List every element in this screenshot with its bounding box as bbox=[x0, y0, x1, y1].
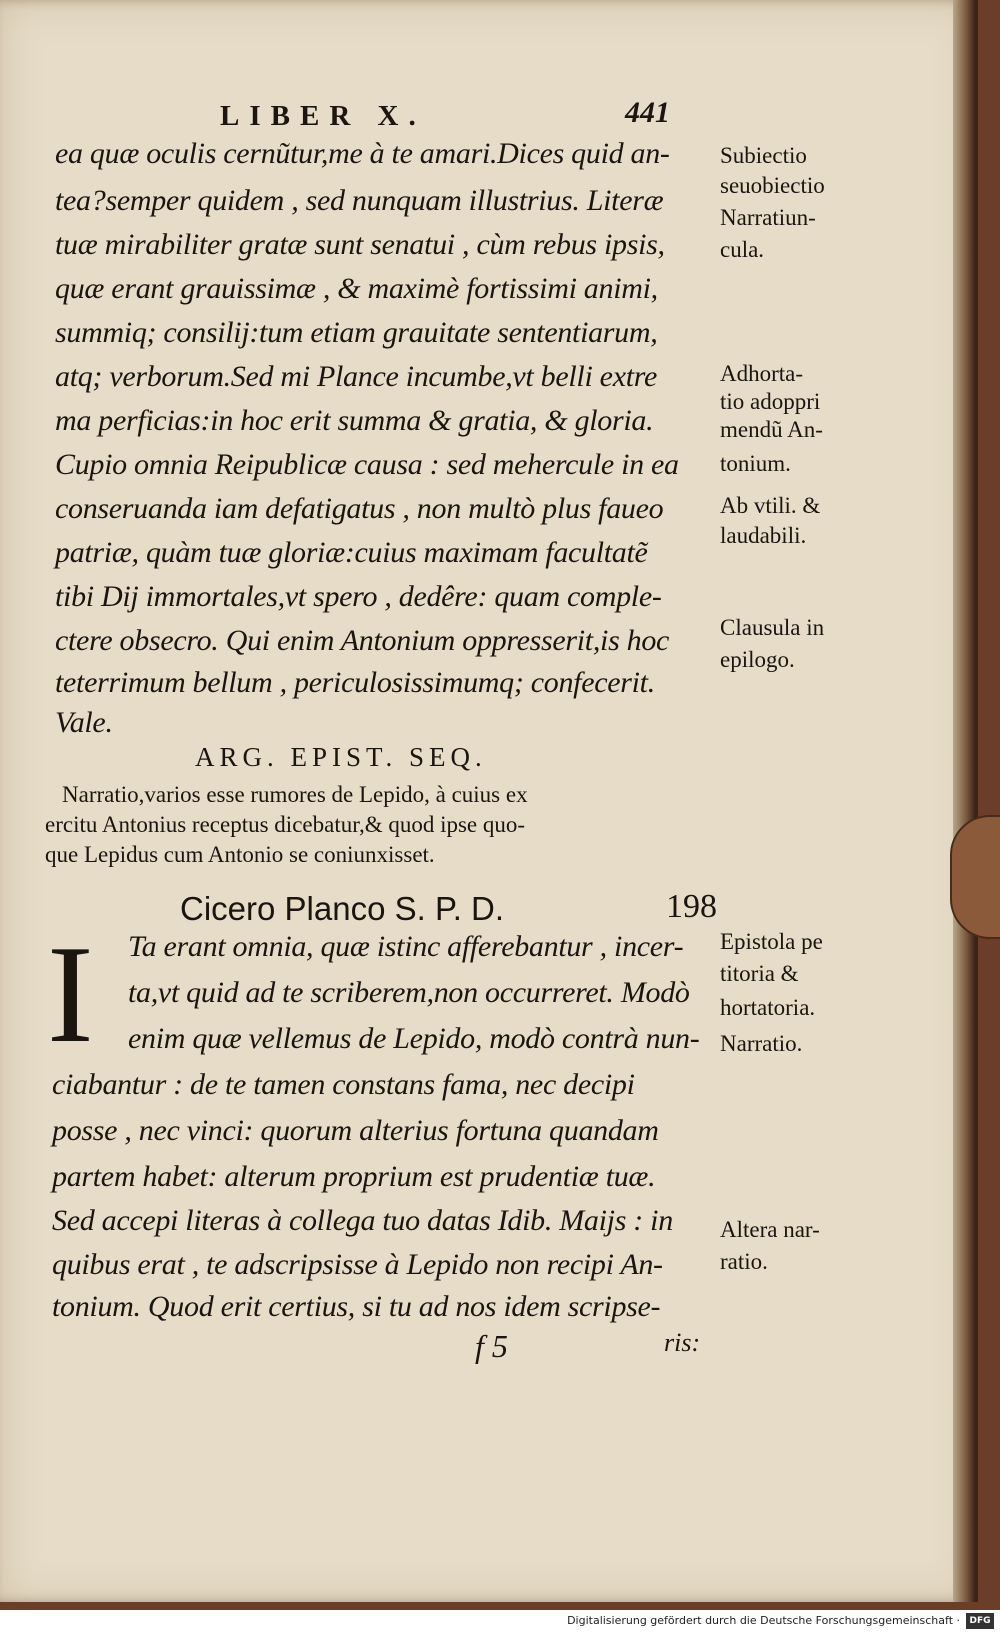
text-line: Sed accepi literas à collega tuo datas Idib. Maijs : in bbox=[52, 1204, 673, 1237]
text-line: enim quæ vellemus de Lepido, modò contrà nun- bbox=[128, 1022, 700, 1055]
text-line: ta,vt quid ad te scriberem,non occurreret. Modò bbox=[128, 976, 690, 1009]
margin-note: Adhorta- bbox=[720, 361, 804, 386]
margin-note: hortatoria. bbox=[720, 995, 816, 1020]
margin-note: Epistola pe bbox=[720, 929, 823, 954]
argument-heading: ARG. EPIST. SEQ. bbox=[195, 742, 487, 772]
signature-mark: f 5 bbox=[475, 1328, 508, 1364]
text-line: patriæ, quàm tuæ gloriæ:cuius maximam facultatẽ bbox=[55, 536, 648, 569]
margin-note: cula. bbox=[720, 237, 765, 262]
text-line: Cupio omnia Reipublicæ causa : sed mehercule in ea bbox=[55, 448, 679, 481]
margin-note: Clausula in bbox=[720, 615, 825, 640]
footer-bar bbox=[0, 1610, 1000, 1633]
catchword: ris: bbox=[664, 1328, 701, 1357]
running-header bbox=[220, 96, 720, 136]
margin-note: tonium. bbox=[720, 451, 791, 476]
text-line: quæ erant grauissimæ , & maximè fortissimi animi, bbox=[55, 272, 658, 305]
page-edge bbox=[953, 0, 975, 1602]
text-line: tuæ mirabiliter gratæ sunt senatui , cùm rebus ipsis, bbox=[55, 228, 665, 261]
footer-credit: Digitalisierung gefördert durch die Deutsche Forschungsgemeinschaft · bbox=[567, 1614, 960, 1627]
page-number: 441 bbox=[625, 96, 670, 129]
drop-cap: I bbox=[47, 917, 94, 1072]
margin-note: seuobiectio bbox=[720, 173, 825, 198]
dfg-logo-icon: DFG bbox=[966, 1613, 994, 1629]
text-line: tonium. Quod erit certius, si tu ad nos idem scripse- bbox=[52, 1290, 661, 1323]
text-line: Vale. bbox=[55, 706, 113, 739]
text-line: ea quæ oculis cernũtur,me à te amari.Dices quid an- bbox=[55, 137, 670, 170]
text-line: ma perficias:in hoc erit summa & gratia, & gloria. bbox=[55, 404, 654, 437]
margin-note: laudabili. bbox=[720, 523, 807, 548]
text-line: partem habet: alterum proprium est prudentiæ tuæ. bbox=[52, 1160, 656, 1193]
letter-heading: Cicero Planco S. P. D. bbox=[180, 890, 505, 927]
text-line: ciabantur : de te tamen constans fama, nec decipi bbox=[52, 1068, 635, 1101]
text-line: Ta erant omnia, quæ istinc afferebantur , incer- bbox=[128, 930, 684, 963]
margin-note: Altera nar- bbox=[720, 1217, 820, 1242]
margin-note: Narratio. bbox=[720, 1031, 803, 1056]
margin-note: Subiectio bbox=[720, 143, 807, 168]
argument-line: Narratio,varios esse rumores de Lepido, à cuius ex bbox=[62, 782, 528, 807]
book-clasp bbox=[950, 815, 1000, 939]
margin-note: mendũ An- bbox=[720, 417, 823, 442]
margin-note: epilogo. bbox=[720, 647, 795, 672]
margin-note: tio adoppri bbox=[720, 389, 821, 414]
text-line: ctere obsecro. Qui enim Antonium oppresserit,is hoc bbox=[55, 624, 670, 657]
letter-number: 198 bbox=[666, 888, 717, 925]
running-title: LIBER X. bbox=[220, 100, 426, 132]
text-line: quibus erat , te adscripsisse à Lepido non recipi An- bbox=[52, 1248, 663, 1281]
text-line: summiq; consilij:tum etiam grauitate sententiarum, bbox=[55, 316, 658, 349]
text-line: posse , nec vinci: quorum alterius fortuna quandam bbox=[52, 1114, 659, 1147]
argument-line: que Lepidus cum Antonio se coniunxisset. bbox=[45, 842, 435, 867]
text-line: atq; verborum.Sed mi Plance incumbe,vt belli extre bbox=[55, 360, 658, 393]
text-line: teterrimum bellum , periculosissimumq; confecerit. bbox=[55, 666, 655, 699]
margin-note: titoria & bbox=[720, 961, 799, 986]
text-line: conseruanda iam defatigatus , non multò plus faueo bbox=[55, 492, 664, 525]
margin-note: Ab vtili. & bbox=[720, 493, 821, 518]
margin-note: Narratiun- bbox=[720, 205, 816, 230]
argument-line: ercitu Antonius receptus dicebatur,& quod ipse quo- bbox=[45, 812, 526, 837]
text-line: tibi Dij immortales,vt spero , dedêre: quam comple- bbox=[55, 580, 662, 613]
text-line: tea?semper quidem , sed nunquam illustrius. Literæ bbox=[55, 184, 664, 217]
margin-note: ratio. bbox=[720, 1249, 768, 1274]
